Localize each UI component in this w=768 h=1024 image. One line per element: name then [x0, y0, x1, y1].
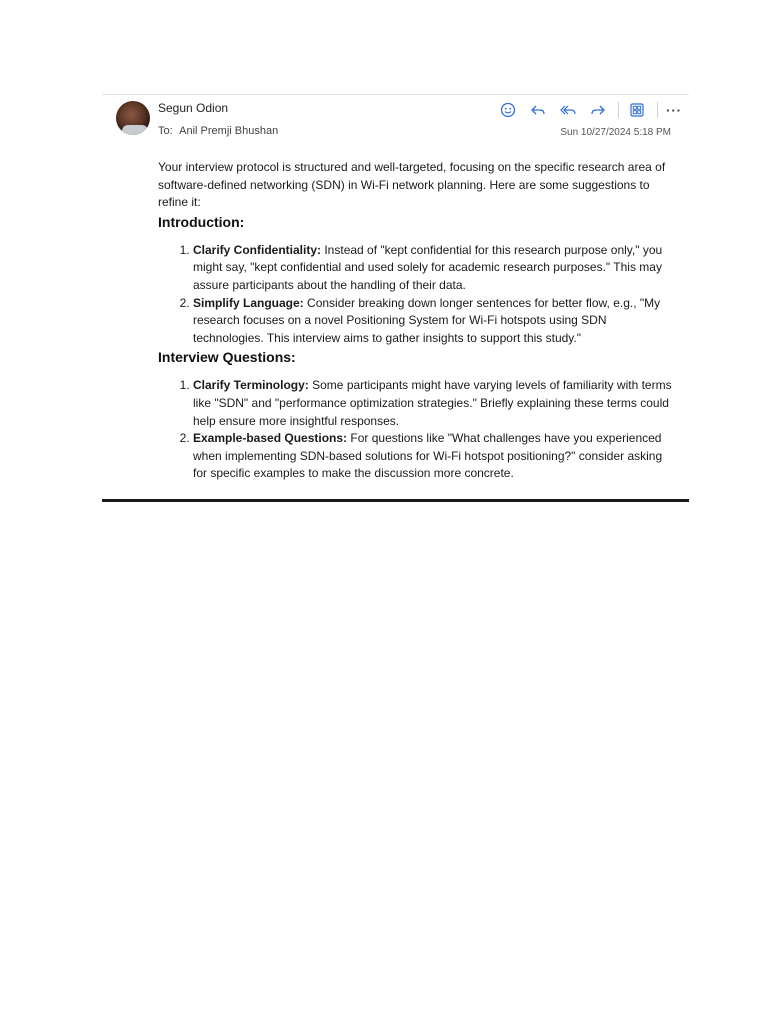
- item-text: Instead of "kept confidential for this research purpose only," you might say, "kept confidential and used solely for academic research purposes." This may assure participants about the handling of their data.: [193, 242, 663, 292]
- list-item: [193, 377, 673, 430]
- emoji-icon[interactable]: [496, 100, 520, 120]
- item-title: Simplify Language:: [193, 295, 304, 310]
- message-body: [158, 159, 673, 483]
- list-item: [193, 242, 673, 295]
- apps-icon[interactable]: [625, 100, 649, 120]
- section-heading: Introduction:: [158, 213, 245, 230]
- suggestion-list: [158, 377, 673, 483]
- more-icon[interactable]: ···: [666, 102, 682, 118]
- item-title: Clarify Confidentiality:: [193, 242, 322, 257]
- recipient-line: [158, 125, 282, 137]
- reply-all-icon[interactable]: [556, 100, 580, 120]
- email-message: [102, 94, 689, 502]
- forward-icon[interactable]: [586, 100, 610, 120]
- item-title: Clarify Terminology:: [193, 378, 309, 393]
- sender-name[interactable]: Segun Odion: [158, 101, 229, 115]
- avatar[interactable]: [116, 101, 150, 135]
- section-heading: Interview Questions:: [158, 349, 296, 366]
- card-bottom-border: [102, 499, 689, 502]
- item-title: Example-based Questions:: [193, 431, 348, 446]
- toolbar-divider: [618, 102, 619, 118]
- recipient-name[interactable]: Anil Premji Bhushan: [179, 125, 279, 137]
- item-text: For questions like "What challenges have you experienced when implementing SDN-based solutions for Wi-Fi hotspot positioning?" consider asking for specific examples to make the discussion more concrete.: [193, 431, 663, 481]
- to-label: To:: [158, 125, 173, 137]
- toolbar-divider: [657, 102, 658, 118]
- message-actions: [496, 99, 684, 121]
- list-item: [193, 430, 673, 483]
- item-text: Consider breaking down longer sentences for better flow, e.g., "My research focuses on a novel Positioning System for Wi-Fi hotspots using SDN technologies. This interview aims to gather insights to support this study.": [193, 295, 661, 345]
- intro-paragraph: Your interview protocol is structured and well-targeted, focusing on the specific research area of software-defined networking (SDN) in Wi-Fi network planning. Here are some suggestions to refine it:: [158, 160, 666, 210]
- item-text: Some participants might have varying levels of familiarity with terms like "SDN" and "performance optimization strategies." Briefly explaining these terms could help ensure more insightful responses.: [193, 378, 672, 428]
- list-item: [193, 295, 673, 348]
- suggestion-list: [158, 242, 673, 348]
- message-timestamp: Sun 10/27/2024 5:18 PM: [560, 127, 671, 138]
- reply-icon[interactable]: [526, 100, 550, 120]
